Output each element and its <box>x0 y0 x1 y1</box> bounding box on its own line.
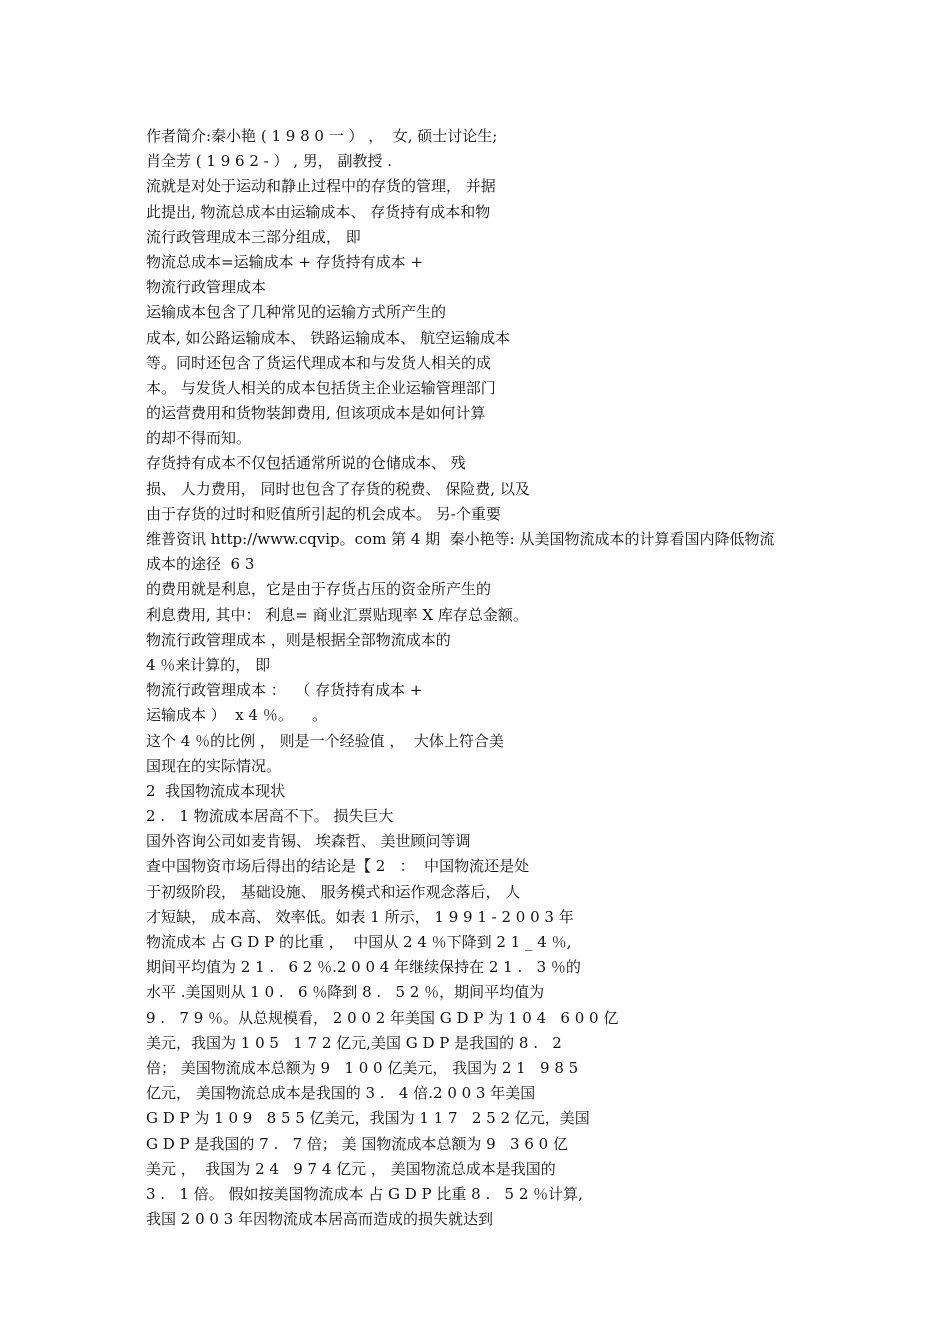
text-line: 损、 人力费用， 同时也包含了存货的税费、 保险费, 以及 <box>146 479 530 498</box>
text-line: 物流成本 占 G D P 的比重 ， 中国从 2 4 ％下降到 2 1 _ 4 ％, <box>146 933 572 951</box>
text-line: 查中国物资市场后得出的结论是【 2 ： 中国物流还是处 <box>146 857 530 876</box>
text-line: 2 . 1 物流成本居高不下。 损失巨大 <box>146 807 394 826</box>
text-line: 流就是对处于运动和静止过程中的存货的管理， 并据 <box>146 177 496 196</box>
text-line: 运输成本 ） x 4 ％。 。 <box>146 706 327 725</box>
text-line: 亿元， 美国物流总成本是我国的 3 . 4 倍.2 0 0 3 年美国 <box>146 1084 536 1103</box>
text-line: 的费用就是利息，它是由于存货占压的资金所产生的 <box>146 580 492 599</box>
text-line: 才短缺， 成本高、 效率低。如表 1 所示， 1 9 9 1 - 2 0 0 3 年 <box>146 907 574 926</box>
text-line: 由于存货的过时和贬值所引起的机会成本。 另-个重要 <box>146 504 501 523</box>
text-line: 国现在的实际情况。 <box>146 756 282 775</box>
text-line: 成本, 如公路运输成本、 铁路运输成本、 航空运输成本 <box>146 328 511 347</box>
text-line: 2 我国物流成本现状 <box>146 781 286 800</box>
document-body <box>146 124 846 1232</box>
text-line: 4 ％来计算的， 即 <box>146 655 271 674</box>
text-line: 美元 ， 我国为 2 4 9 7 4 亿元 ， 美国物流总成本是我国的 <box>146 1159 556 1178</box>
text-line: G D P 是我国的 7 . 7 倍； 美 国物流成本总额为 9 3 6 0 亿 <box>146 1134 568 1153</box>
text-line: 存货持有成本不仅包括通常所说的仓储成本、 残 <box>146 454 466 473</box>
text-line: 流行政管理成本三部分组成， 即 <box>146 227 361 246</box>
text-line: 此提出, 物流总成本由运输成本、 存货持有成本和物 <box>146 202 491 221</box>
text-line: 物流行政管理成本 ，则是根据全部物流成本的 <box>146 630 451 649</box>
text-line: 倍； 美国物流成本总额为 9 1 0 0 亿美元， 我国为 2 1 9 8 5 <box>146 1058 579 1077</box>
text-line: 的运营费用和货物装卸费用, 但该项成本是如何计算 <box>146 404 486 423</box>
text-line: 国外咨询公司如麦肯锡、 埃森哲、 美世顾问等调 <box>146 832 471 851</box>
text-line: 这个 4 ％的比例 ， 则是一个经验值 ， 大体上符合美 <box>146 731 504 750</box>
text-line: 美元，我国为 1 0 5 1 7 2 亿元,美国 G D P 是我国的 8 . 2 <box>146 1033 562 1052</box>
text-line: 等。同时还包含了货运代理成本和与发货人相关的成 <box>146 353 492 372</box>
text-line: 作者简介:秦小艳 ( 1 9 8 0 一 ） ， 女, 硕士讨论生; <box>146 127 498 145</box>
text-line: 期间平均值为 2 1 . 6 2 ％.2 0 0 4 年继续保持在 2 1 . 3 ％的 <box>146 958 581 977</box>
text-line: 于初级阶段， 基础设施、 服务模式和运作观念落后， 人 <box>146 882 521 901</box>
text-line: 3 . 1 倍。 假如按美国物流成本 占 G D P 比重 8 . 5 2 ％计算, <box>146 1184 583 1203</box>
text-line: 物流行政管理成本 ： （ 存货持有成本 + <box>146 681 423 700</box>
text-line: 成本的途径 6 3 <box>146 555 255 574</box>
text-line: 本。 与发货人相关的成本包括货主企业运输管理部门 <box>146 378 496 397</box>
text-line: 水平 .美国则从 1 0 . 6 ％降到 8 . 5 2 ％，期间平均值为 <box>146 983 545 1002</box>
text-line: G D P 为 1 0 9 8 5 5 亿美元，我国为 1 1 7 2 5 2 亿元，美国 <box>146 1109 590 1128</box>
text-line: 物流总成本=运输成本 + 存货持有成本 + <box>146 252 424 271</box>
text-line: 物流行政管理成本 <box>146 278 267 297</box>
text-line: 的却不得而知。 <box>146 429 252 448</box>
text-line: 运输成本包含了几种常见的运输方式所产生的 <box>146 303 447 322</box>
text-line: 肖全芳 ( 1 9 6 2 - ） , 男， 副教授 . <box>146 152 393 171</box>
text-line: 利息费用, 其中： 利息= 商业汇票贴现率 X 库存总金额。 <box>146 605 528 624</box>
text-line: 9 . 7 9 ％。从总规模看， 2 0 0 2 年美国 G D P 为 1 0 4 6 0 0 亿 <box>146 1008 619 1027</box>
text-line: 维普资讯 http://www.cqvip。com 第 4 期 秦小艳等: 从美国物流成本的计算看国内降低物流 <box>146 530 775 548</box>
text-line: 我国 2 0 0 3 年因物流成本居高而造成的损失就达到 <box>146 1210 494 1229</box>
